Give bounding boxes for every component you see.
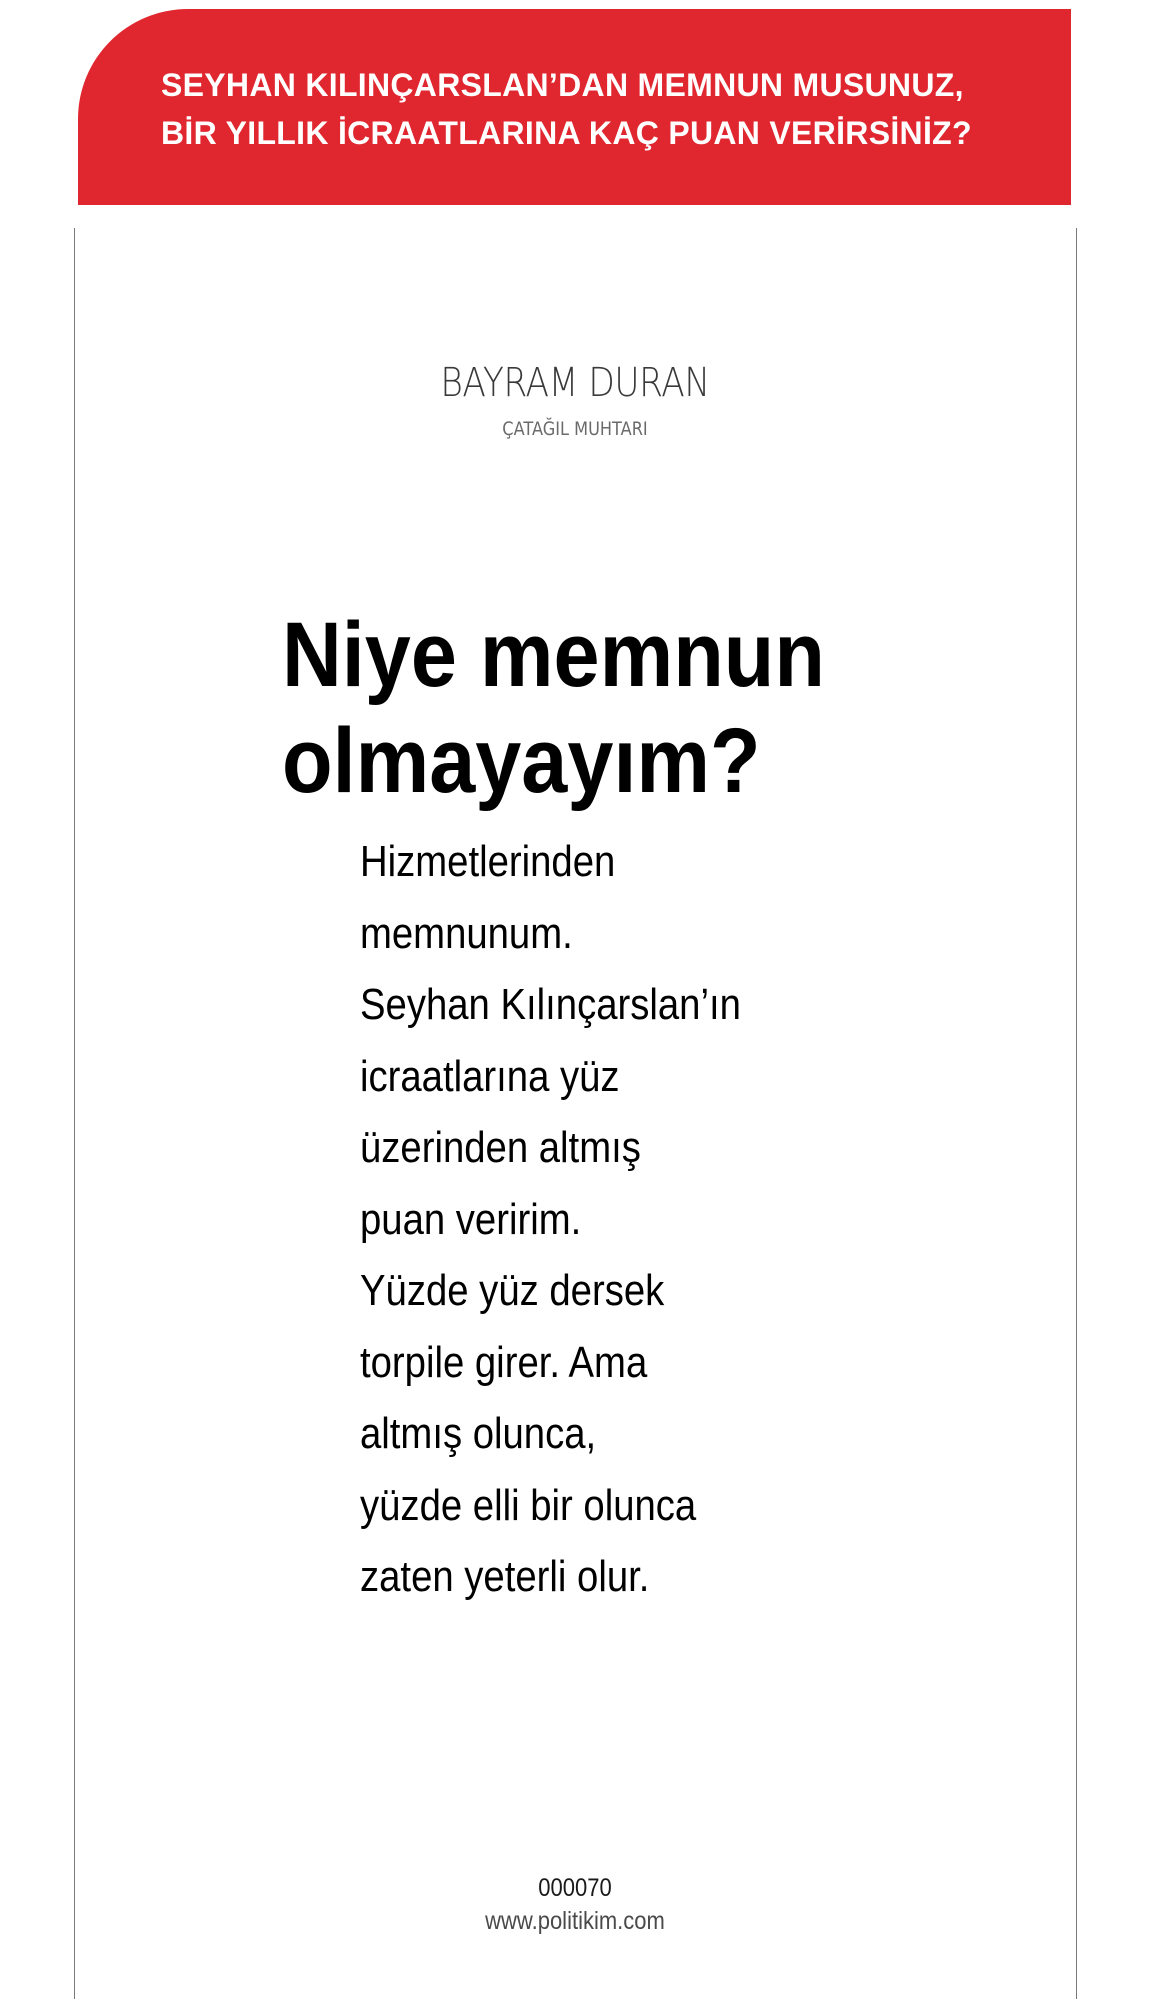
headline [282,602,825,814]
quote-line: Seyhan Kılınçarslan’ın [360,980,741,1029]
quote-line: altmış olunca, [360,1409,597,1458]
person-name: BAYRAM DURAN [440,360,710,406]
quote-line: icraatlarına yüz [360,1051,620,1101]
headline-line-2: olmayayım? [282,710,761,812]
frame-right-border [1076,228,1077,1999]
quote-line: yüzde elli bir olunca [360,1480,697,1530]
footer-page-number: 000070 [538,1874,612,1902]
quote-line: puan veririm. [360,1194,582,1244]
quote-line: zaten yeterli olur. [360,1552,650,1601]
header-banner [78,9,1071,205]
header-question-line-1: SEYHAN KILINÇARSLAN’DAN MEMNUN MUSUNUZ, [161,67,964,103]
headline-line-1: Niye memnun [282,604,825,706]
footer-website: www.politikim.com [485,1907,665,1935]
quote-line: üzerinden altmış [360,1123,641,1172]
quote-line: Yüzde yüz dersek [360,1266,665,1315]
quote-body [360,826,741,1613]
quote-line: Hizmetlerinden [360,837,616,886]
person-title: ÇATAĞIL MUHTARI [502,418,648,440]
quote-line: memnunum. [360,908,573,958]
quote-line: torpile girer. Ama [360,1337,648,1387]
frame-left-border [74,228,75,1999]
header-question-line-2: BİR YILLIK İCRAATLARINA KAÇ PUAN VERİRSİNİZ? [161,115,972,151]
